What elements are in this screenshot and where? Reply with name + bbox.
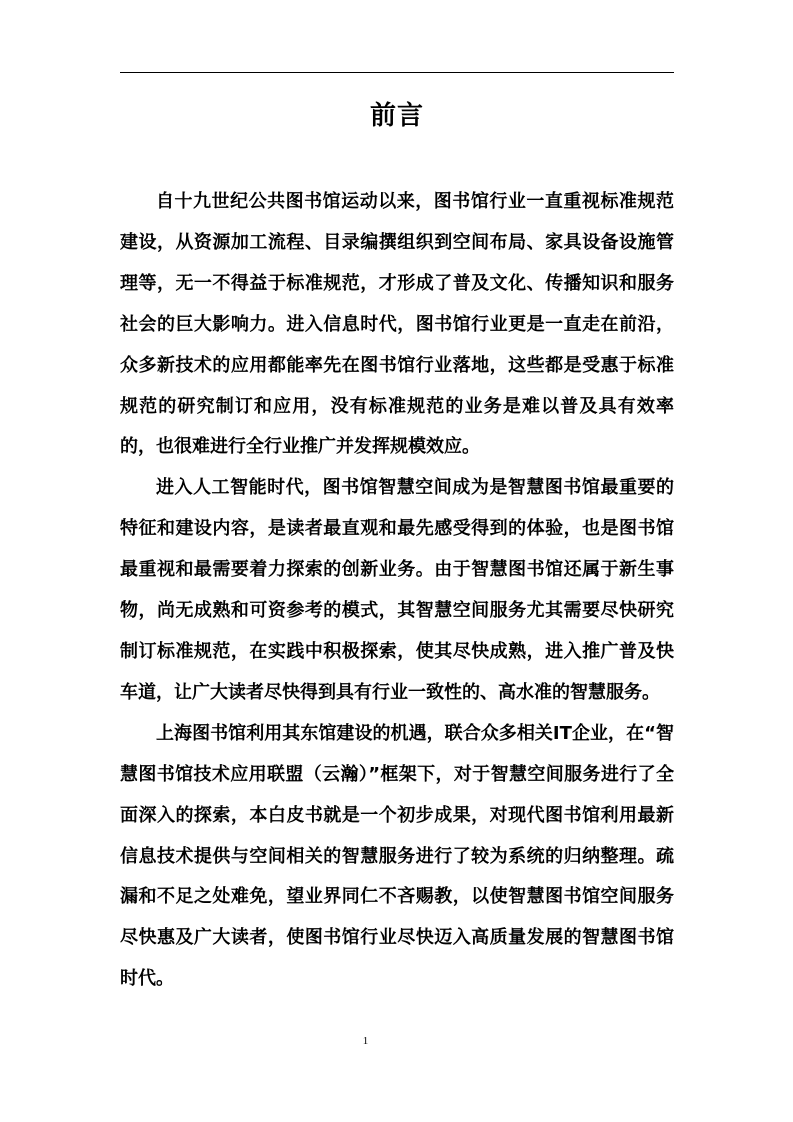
page-number: 1 xyxy=(362,1035,369,1047)
paragraph-1: 自十九世纪公共图书馆运动以来，图书馆行业一直重视标准规范建设，从资源加工流程、目录编撰组织到空间布局、家具设备设施管理等，无一不得益于标准规范，才形成了普及文化、传播知识和服务社会的巨大影响力。进入信息时代，图书馆行业更是一直走在前沿，众多新技术的应用都能率先在图书馆行业落地，这些都是受惠于标准规范的研究制订和应用，没有标准规范的业务是难以普及具有效率的，也很难进行全行业推广并发挥规模效应。 xyxy=(120,191,674,458)
header-rule xyxy=(120,72,674,73)
page-title: 前言 xyxy=(369,101,424,131)
body-text xyxy=(120,182,674,1000)
paragraph-2: 进入人工智能时代，图书馆智慧空间成为是智慧图书馆最重要的特征和建设内容，是读者最直观和最先感受得到的体验，也是图书馆最重视和最需要着力探索的创新业务。由于智慧图书馆还属于新生事物，尚无成熟和可资参考的模式，其智慧空间服务尤其需要尽快研究制订标准规范，在实践中积极探索，使其尽快成熟，进入推广普及快车道，让广大读者尽快得到具有行业一致性的、高水准的智慧服务。 xyxy=(120,477,674,703)
paragraph-3: 上海图书馆利用其东馆建设的机遇，联合众多相关IT企业，在“智慧图书馆技术应用联盟（云瀚）”框架下，对于智慧空间服务进行了全面深入的探索，本白皮书就是一个初步成果，对现代图书馆利用最新信息技术提供与空间相关的智慧服务进行了较为系统的归纳整理。疏漏和不足之处难免，望业界同仁不吝赐教，以使智慧图书馆空间服务尽快惠及广大读者，使图书馆行业尽快迈入高质量发展的智慧图书馆时代。 xyxy=(120,722,674,990)
